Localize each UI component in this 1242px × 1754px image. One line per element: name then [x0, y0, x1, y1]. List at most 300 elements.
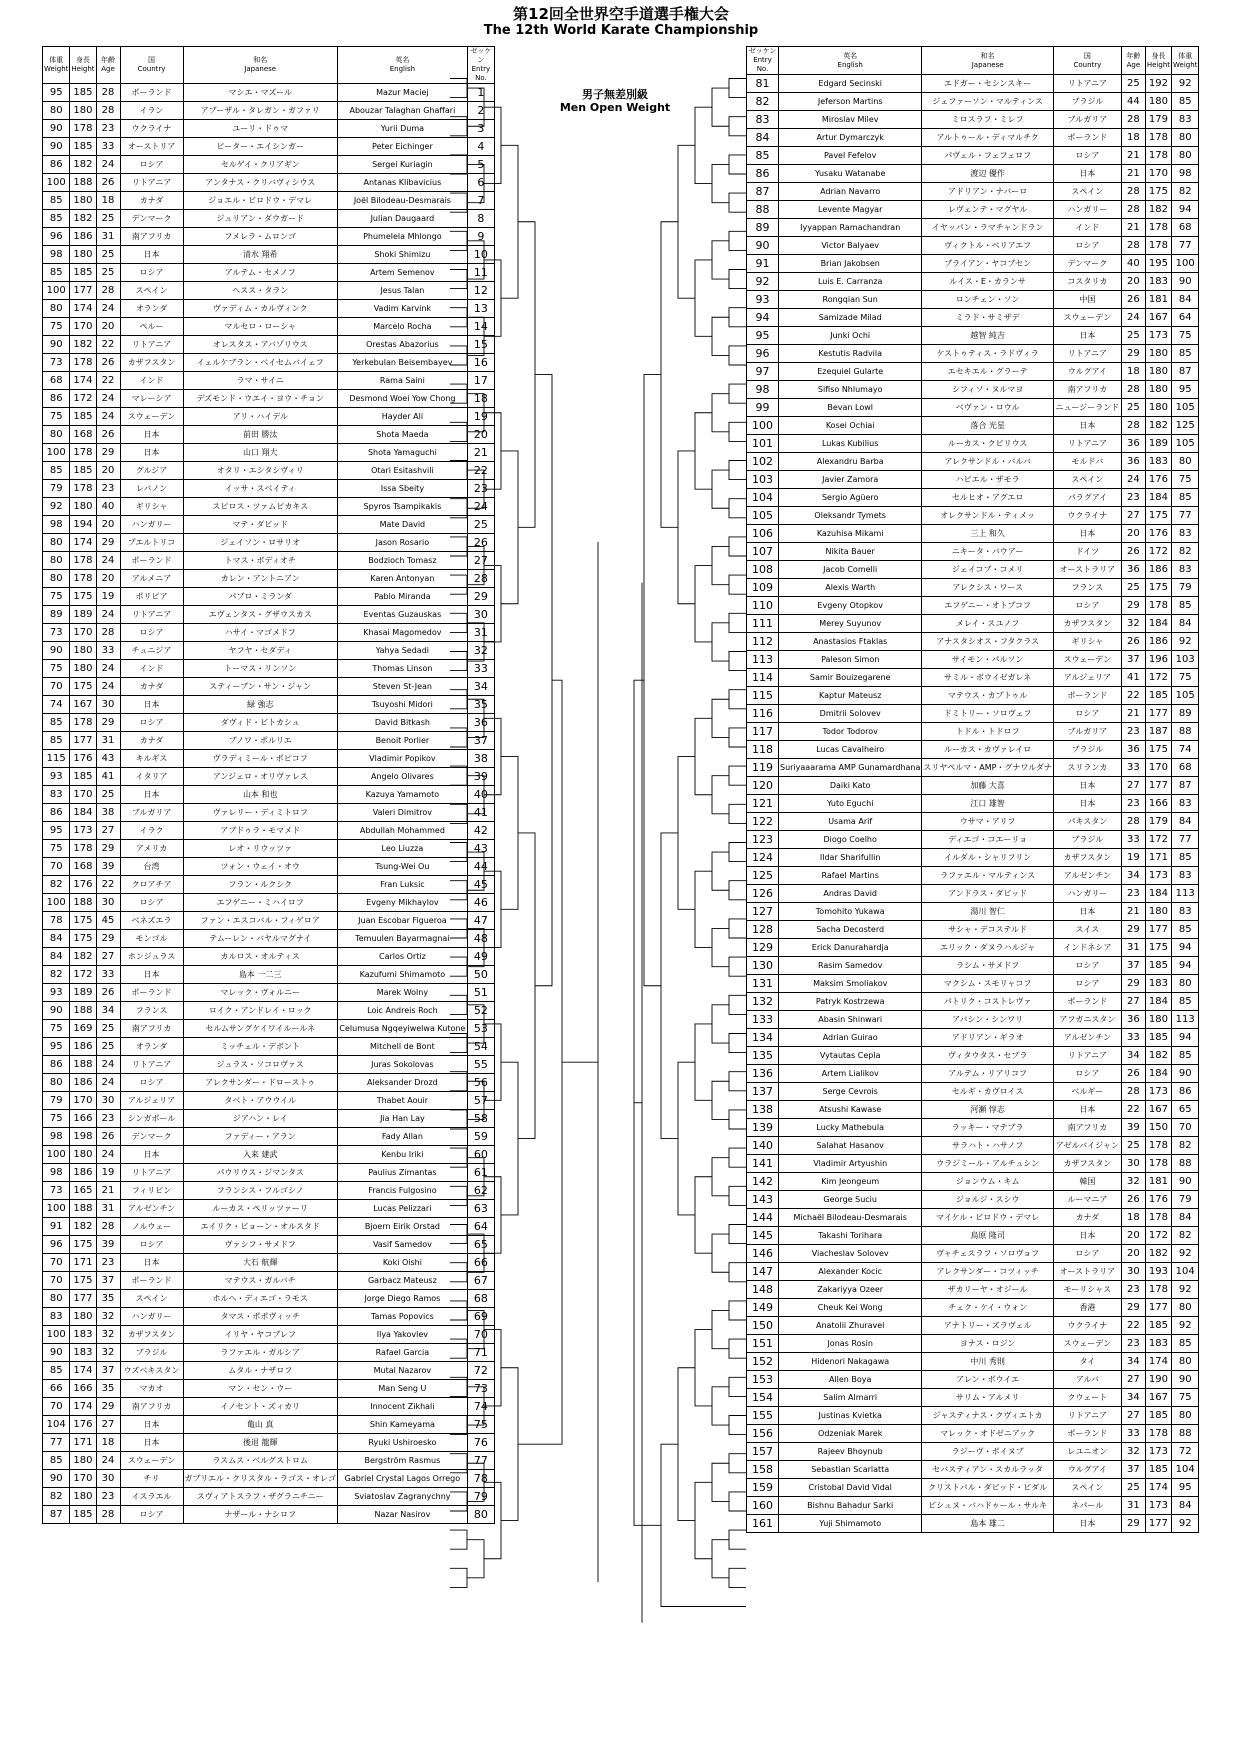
cell-country: ロシア — [120, 894, 183, 912]
cell-entry: 5 — [467, 156, 494, 174]
cell-japanese: エヴェンタス・グザウスカス — [183, 606, 337, 624]
cell-height: 175 — [70, 588, 96, 606]
cell-entry: 133 — [747, 1011, 779, 1029]
cell-age: 29 — [1121, 921, 1145, 939]
cell-height: 198 — [70, 1128, 96, 1146]
cell-english: Leo Liuzza — [337, 840, 467, 858]
cell-english: Marek Wolny — [337, 984, 467, 1002]
bracket-line — [712, 776, 729, 814]
bracket-line — [695, 1330, 712, 1406]
cell-height: 175 — [1145, 183, 1171, 201]
cell-weight: 83 — [1172, 867, 1199, 885]
cell-height: 172 — [1145, 669, 1171, 687]
cell-weight: 91 — [43, 1218, 70, 1236]
cell-english: Diogo Coelho — [779, 831, 922, 849]
cell-japanese: タマス・ポポヴィッチ — [183, 1308, 337, 1326]
category-english: Men Open Weight — [559, 101, 671, 114]
cell-height: 175 — [70, 1272, 96, 1290]
cell-english: Vadim Karvink — [337, 300, 467, 318]
cell-weight: 92 — [1172, 1281, 1199, 1299]
header-entry: ゼッケン Entry No. — [747, 47, 779, 75]
cell-entry: 12 — [467, 282, 494, 300]
cell-weight: 80 — [43, 102, 70, 120]
cell-english: Serge Cevrois — [779, 1083, 922, 1101]
cell-height: 178 — [70, 552, 96, 570]
cell-weight: 82 — [1172, 183, 1199, 201]
bracket-line — [467, 546, 484, 584]
cell-age: 25 — [96, 1038, 120, 1056]
cell-age: 35 — [96, 1290, 120, 1308]
cell-entry: 110 — [747, 597, 779, 615]
cell-english: Julian Daugaard — [337, 210, 467, 228]
cell-japanese: パウリウス・ジマンタス — [183, 1164, 337, 1182]
cell-age: 29 — [1121, 1515, 1145, 1533]
cell-english: Shota Yamaguchi — [337, 444, 467, 462]
cell-height: 173 — [1145, 1443, 1171, 1461]
cell-japanese: ディエゴ・コエーリョ — [922, 831, 1053, 849]
cell-weight: 90 — [1172, 273, 1199, 291]
cell-weight: 104 — [43, 1416, 70, 1434]
cell-country: ウズベキスタン — [120, 1362, 183, 1380]
bracket-line — [450, 919, 467, 938]
cell-japanese: ベヴァン・ロウル — [922, 399, 1053, 417]
bracket-line — [467, 623, 484, 661]
cell-height: 184 — [1145, 489, 1171, 507]
cell-entry: 31 — [467, 624, 494, 642]
cell-japanese: トマス・ボディオチ — [183, 552, 337, 570]
cell-country: マカオ — [120, 1380, 183, 1398]
cell-english: Michaël Bilodeau-Desmarais — [779, 1209, 922, 1227]
cell-height: 184 — [1145, 885, 1171, 903]
cell-english: Lucas Pelizzari — [337, 1200, 467, 1218]
cell-weight: 84 — [1172, 1497, 1199, 1515]
cell-country: アルメニア — [120, 570, 183, 588]
bracket-line — [729, 690, 746, 709]
cell-age: 23 — [1121, 1281, 1145, 1299]
cell-weight: 84 — [43, 948, 70, 966]
cell-english: Kaptur Mateusz — [779, 687, 922, 705]
bracket-line — [729, 79, 746, 98]
cell-height: 165 — [70, 1182, 96, 1200]
bracket-line — [712, 1081, 729, 1119]
cell-english: Vasif Samedov — [337, 1236, 467, 1254]
cell-entry: 154 — [747, 1389, 779, 1407]
bracket-line — [729, 117, 746, 136]
cell-entry: 131 — [747, 975, 779, 993]
cell-english: Evgeny Otopkov — [779, 597, 922, 615]
cell-english: Thomas Linson — [337, 660, 467, 678]
cell-japanese: ガブリエル・クリスタル・ラゴス・オレゴ — [183, 1470, 337, 1488]
cell-weight: 70 — [43, 1398, 70, 1416]
cell-country: モンゴル — [120, 930, 183, 948]
cell-english: Joël Bilodeau-Desmarais — [337, 192, 467, 210]
bracket-line — [695, 1482, 712, 1558]
bracket-line — [450, 1339, 467, 1358]
cell-japanese: アナトリー・ズラヴェル — [922, 1317, 1053, 1335]
cell-japanese: フメレラ・ムロンゴ — [183, 228, 337, 246]
cell-country: イタリア — [120, 768, 183, 786]
cell-age: 27 — [96, 822, 120, 840]
cell-country: ロシア — [1053, 1065, 1121, 1083]
bracket-line — [712, 1540, 729, 1578]
bracket-line — [712, 546, 729, 584]
cell-japanese: シフィソ・ヌルマヨ — [922, 381, 1053, 399]
cell-age: 28 — [96, 84, 120, 102]
cell-country: アルゼンチン — [1053, 867, 1121, 885]
cell-height: 189 — [70, 984, 96, 1002]
cell-japanese: エリック・ダヌラハルジャ — [922, 939, 1053, 957]
cell-japanese: アバシン・シンワリ — [922, 1011, 1053, 1029]
cell-country: インド — [120, 660, 183, 678]
cell-entry: 91 — [747, 255, 779, 273]
cell-weight: 105 — [1172, 435, 1199, 453]
header-country: 国 Country — [1053, 47, 1121, 75]
cell-country: ロシア — [1053, 147, 1121, 165]
cell-english: Yerkebulan Beisembayev — [337, 354, 467, 372]
cell-entry: 111 — [747, 615, 779, 633]
bracket-line — [712, 88, 729, 126]
cell-weight: 83 — [1172, 111, 1199, 129]
cell-age: 23 — [1121, 795, 1145, 813]
cell-country: ドイツ — [1053, 543, 1121, 561]
cell-country: グルジア — [120, 462, 183, 480]
cell-height: 175 — [1145, 741, 1171, 759]
cell-country: ロシア — [120, 1074, 183, 1092]
cell-age: 29 — [96, 930, 120, 948]
cell-english: Karen Antonyan — [337, 570, 467, 588]
cell-japanese: ヴァディム・カルヴィンク — [183, 300, 337, 318]
cell-age: 20 — [96, 318, 120, 336]
cell-entry: 106 — [747, 525, 779, 543]
cell-weight: 90 — [1172, 1173, 1199, 1191]
cell-country: カザフスタン — [1053, 615, 1121, 633]
cell-age: 32 — [96, 1344, 120, 1362]
cell-english: Jia Han Lay — [337, 1110, 467, 1128]
cell-english: Desmond Woei Yow Chong — [337, 390, 467, 408]
cell-age: 20 — [1121, 273, 1145, 291]
cell-age: 24 — [1121, 309, 1145, 327]
cell-weight: 84 — [1172, 615, 1199, 633]
cell-entry: 51 — [467, 984, 494, 1002]
cell-country: チリ — [120, 1470, 183, 1488]
cell-height: 185 — [70, 462, 96, 480]
cell-age: 24 — [96, 156, 120, 174]
cell-entry: 119 — [747, 759, 779, 777]
bracket-line — [729, 1034, 746, 1053]
cell-entry: 30 — [467, 606, 494, 624]
cell-english: Adrian Navarro — [779, 183, 922, 201]
cell-age: 32 — [1121, 1173, 1145, 1191]
cell-age: 22 — [96, 336, 120, 354]
cell-entry: 4 — [467, 138, 494, 156]
cell-country: モルドバ — [1053, 453, 1121, 471]
cell-country: ブラジル — [120, 1344, 183, 1362]
cell-height: 180 — [70, 246, 96, 264]
cell-japanese: エフゲニー・オトプコフ — [922, 597, 1053, 615]
cell-entry: 26 — [467, 534, 494, 552]
cell-japanese: エイリク・ビョーン・オルスタド — [183, 1218, 337, 1236]
cell-japanese: 前田 勝汰 — [183, 426, 337, 444]
cell-entry: 152 — [747, 1353, 779, 1371]
cell-country: ブラジル — [1053, 831, 1121, 849]
cell-age: 29 — [1121, 597, 1145, 615]
cell-weight: 70 — [43, 1254, 70, 1272]
cell-english: Pavel Fefelov — [779, 147, 922, 165]
cell-age: 29 — [1121, 975, 1145, 993]
cell-height: 185 — [1145, 957, 1171, 975]
cell-country: ロシア — [1053, 597, 1121, 615]
cell-age: 28 — [96, 624, 120, 642]
cell-japanese: アナスタシオス・フタクラス — [922, 633, 1053, 651]
cell-japanese: ビシュヌ・バハドゥール・サルキ — [922, 1497, 1053, 1515]
cell-height: 173 — [70, 822, 96, 840]
cell-age: 18 — [96, 1434, 120, 1452]
cell-country: ポーランド — [120, 552, 183, 570]
cell-entry: 60 — [467, 1146, 494, 1164]
bracket-line — [729, 537, 746, 556]
cell-country: リトアニア — [1053, 1047, 1121, 1065]
cell-height: 176 — [70, 750, 96, 768]
cell-entry: 35 — [467, 696, 494, 714]
cell-japanese: ラジーヴ・ボイヌブ — [922, 1443, 1053, 1461]
cell-japanese: アルテム・リアリコフ — [922, 1065, 1053, 1083]
cell-english: Merey Suyunov — [779, 615, 922, 633]
cell-entry: 45 — [467, 876, 494, 894]
cell-height: 171 — [70, 1434, 96, 1452]
cell-english: Artur Dymarczyk — [779, 129, 922, 147]
cell-height: 185 — [1145, 1317, 1171, 1335]
cell-japanese: ムタル・ナザロフ — [183, 1362, 337, 1380]
cell-english: Nazar Nasirov — [337, 1506, 467, 1524]
cell-english: Hayder Ali — [337, 408, 467, 426]
cell-age: 24 — [96, 552, 120, 570]
cell-country: スペイン — [1053, 183, 1121, 201]
cell-age: 20 — [96, 570, 120, 588]
cell-height: 180 — [70, 1308, 96, 1326]
bracket-line — [450, 575, 467, 594]
cell-weight: 100 — [43, 282, 70, 300]
cell-age: 33 — [1121, 759, 1145, 777]
cell-english: Abdullah Mohammed — [337, 822, 467, 840]
bracket-line — [467, 394, 484, 432]
cell-height: 186 — [1145, 633, 1171, 651]
cell-age: 25 — [96, 264, 120, 282]
cell-weight: 68 — [1172, 219, 1199, 237]
cell-age: 28 — [96, 1506, 120, 1524]
cell-age: 18 — [1121, 1209, 1145, 1227]
cell-country: ブラジル — [1053, 93, 1121, 111]
bracket-line — [450, 231, 467, 250]
bracket-line — [729, 231, 746, 250]
cell-english: Carlos Ortiz — [337, 948, 467, 966]
cell-japanese: アドリアン・ナバーロ — [922, 183, 1053, 201]
cell-weight: 84 — [1172, 1209, 1199, 1227]
cell-japanese: 中川 秀則 — [922, 1353, 1053, 1371]
cell-age: 26 — [1121, 633, 1145, 651]
cell-height: 177 — [70, 1290, 96, 1308]
cell-weight: 89 — [43, 606, 70, 624]
cell-entry: 70 — [467, 1326, 494, 1344]
cell-japanese: ジュラス・ソコロヴァス — [183, 1056, 337, 1074]
bracket-line — [661, 222, 678, 528]
cell-country: 日本 — [1053, 327, 1121, 345]
bracket-line — [729, 1492, 746, 1511]
title-japanese: 第12回全世界空手道選手権大会 — [513, 5, 729, 23]
cell-japanese: イリヤ・ヤコブレフ — [183, 1326, 337, 1344]
cell-english: Daiki Kato — [779, 777, 922, 795]
cell-age: 32 — [96, 1308, 120, 1326]
cell-japanese: 越智 純吉 — [922, 327, 1053, 345]
cell-age: 21 — [1121, 219, 1145, 237]
cell-height: 194 — [70, 516, 96, 534]
cell-entry: 7 — [467, 192, 494, 210]
cell-english: Thabet Aouir — [337, 1092, 467, 1110]
cell-height: 181 — [1145, 291, 1171, 309]
cell-japanese: サシャ・デコステルド — [922, 921, 1053, 939]
cell-japanese: マシエ・マズール — [183, 84, 337, 102]
cell-country: ロシア — [120, 624, 183, 642]
cell-height: 192 — [1145, 75, 1171, 93]
cell-entry: 32 — [467, 642, 494, 660]
cell-japanese: ジュリアン・ダウガード — [183, 210, 337, 228]
cell-entry: 96 — [747, 345, 779, 363]
cell-weight: 85 — [1172, 1047, 1199, 1065]
cell-weight: 92 — [1172, 1515, 1199, 1533]
cell-age: 33 — [1121, 831, 1145, 849]
bracket-line — [467, 1234, 484, 1272]
cell-country: スウェーデン — [1053, 1335, 1121, 1353]
cell-entry: 140 — [747, 1137, 779, 1155]
cell-entry: 72 — [467, 1362, 494, 1380]
cell-height: 174 — [70, 1398, 96, 1416]
cell-english: Cristobal David Vidal — [779, 1479, 922, 1497]
cell-entry: 66 — [467, 1254, 494, 1272]
bracket-line — [729, 308, 746, 327]
cell-entry: 21 — [467, 444, 494, 462]
cell-japanese: ヴァレリー・ディミトロフ — [183, 804, 337, 822]
cell-height: 177 — [1145, 1299, 1171, 1317]
cell-english: Sviatoslav Zagranychny — [337, 1488, 467, 1506]
cell-english: Rasim Samedov — [779, 957, 922, 975]
header-height: 身長 Height — [1145, 47, 1171, 75]
bracket-line — [450, 155, 467, 174]
cell-entry: 10 — [467, 246, 494, 264]
cell-english: Oleksandr Tymets — [779, 507, 922, 525]
cell-country: ロシア — [120, 1506, 183, 1524]
cell-height: 180 — [70, 660, 96, 678]
cell-weight: 90 — [1172, 1371, 1199, 1389]
cell-entry: 136 — [747, 1065, 779, 1083]
cell-country: オーストラリア — [1053, 1263, 1121, 1281]
cell-height: 173 — [1145, 327, 1171, 345]
cell-japanese: ブライアン・ヤコブセン — [922, 255, 1053, 273]
bracket-line — [450, 1454, 467, 1473]
cell-japanese: オレスタス・アバゾリウス — [183, 336, 337, 354]
cell-english: Celumusa Ngqeyiwelwa Kutone — [337, 1020, 467, 1038]
cell-entry: 36 — [467, 714, 494, 732]
cell-entry: 115 — [747, 687, 779, 705]
bracket-line — [712, 1310, 729, 1348]
cell-entry: 82 — [747, 93, 779, 111]
cell-country: フランス — [120, 1002, 183, 1020]
cell-japanese: ミッチェル・デボント — [183, 1038, 337, 1056]
cell-entry: 146 — [747, 1245, 779, 1263]
cell-country: 日本 — [1053, 165, 1121, 183]
cell-age: 28 — [1121, 111, 1145, 129]
cell-height: 172 — [1145, 831, 1171, 849]
cell-age: 19 — [96, 1164, 120, 1182]
cell-japanese: サラハト・ハサノフ — [922, 1137, 1053, 1155]
bracket-line — [484, 871, 501, 947]
cell-entry: 134 — [747, 1029, 779, 1047]
cell-japanese: レオ・リウッツァ — [183, 840, 337, 858]
cell-entry: 55 — [467, 1056, 494, 1074]
cell-entry: 117 — [747, 723, 779, 741]
cell-weight: 80 — [1172, 129, 1199, 147]
cell-english: Rama Saini — [337, 372, 467, 390]
cell-age: 38 — [96, 804, 120, 822]
cell-country: インドネシア — [1053, 939, 1121, 957]
cell-weight: 72 — [1172, 1443, 1199, 1461]
cell-entry: 93 — [747, 291, 779, 309]
cell-japanese: ヴァシフ・サメドフ — [183, 1236, 337, 1254]
cell-height: 173 — [1145, 1497, 1171, 1515]
cell-english: Nikita Bauer — [779, 543, 922, 561]
cell-height: 184 — [70, 804, 96, 822]
cell-age: 20 — [1121, 1245, 1145, 1263]
bracket-line — [712, 1234, 729, 1272]
cell-age: 23 — [96, 120, 120, 138]
cell-entry: 54 — [467, 1038, 494, 1056]
cell-country: モーリシャス — [1053, 1281, 1121, 1299]
cell-weight: 82 — [43, 1488, 70, 1506]
cell-height: 171 — [70, 1254, 96, 1272]
cell-weight: 86 — [43, 1056, 70, 1074]
cell-japanese: 亀山 真 — [183, 1416, 337, 1434]
cell-age: 30 — [1121, 1155, 1145, 1173]
cell-weight: 65 — [1172, 1101, 1199, 1119]
cell-height: 175 — [70, 912, 96, 930]
cell-english: Lukas Kubilius — [779, 435, 922, 453]
cell-japanese: ミロスラフ・ミレフ — [922, 111, 1053, 129]
cell-entry: 2 — [467, 102, 494, 120]
cell-weight: 83 — [1172, 795, 1199, 813]
cell-japanese: スリヤペルマ・AMP・グナワルダナ — [922, 759, 1053, 777]
cell-english: Shoki Shimizu — [337, 246, 467, 264]
cell-japanese: メレイ・スユノフ — [922, 615, 1053, 633]
cell-height: 183 — [70, 1326, 96, 1344]
cell-weight: 94 — [1172, 939, 1199, 957]
bracket-line — [729, 766, 746, 785]
cell-weight: 75 — [1172, 1389, 1199, 1407]
cell-entry: 114 — [747, 669, 779, 687]
cell-country: 南アフリカ — [1053, 1119, 1121, 1137]
cell-english: Lucas Cavalheiro — [779, 741, 922, 759]
cell-english: Ildar Sharifullin — [779, 849, 922, 867]
cell-age: 39 — [1121, 1119, 1145, 1137]
bracket-line — [535, 375, 552, 986]
cell-entry: 11 — [467, 264, 494, 282]
cell-height: 183 — [1145, 453, 1171, 471]
cell-height: 166 — [70, 1380, 96, 1398]
cell-entry: 69 — [467, 1308, 494, 1326]
cell-weight: 86 — [43, 804, 70, 822]
cell-english: Koki Oishi — [337, 1254, 467, 1272]
cell-entry: 88 — [747, 201, 779, 219]
bracket-line — [450, 1301, 467, 1320]
cell-weight: 95 — [43, 84, 70, 102]
cell-entry: 15 — [467, 336, 494, 354]
